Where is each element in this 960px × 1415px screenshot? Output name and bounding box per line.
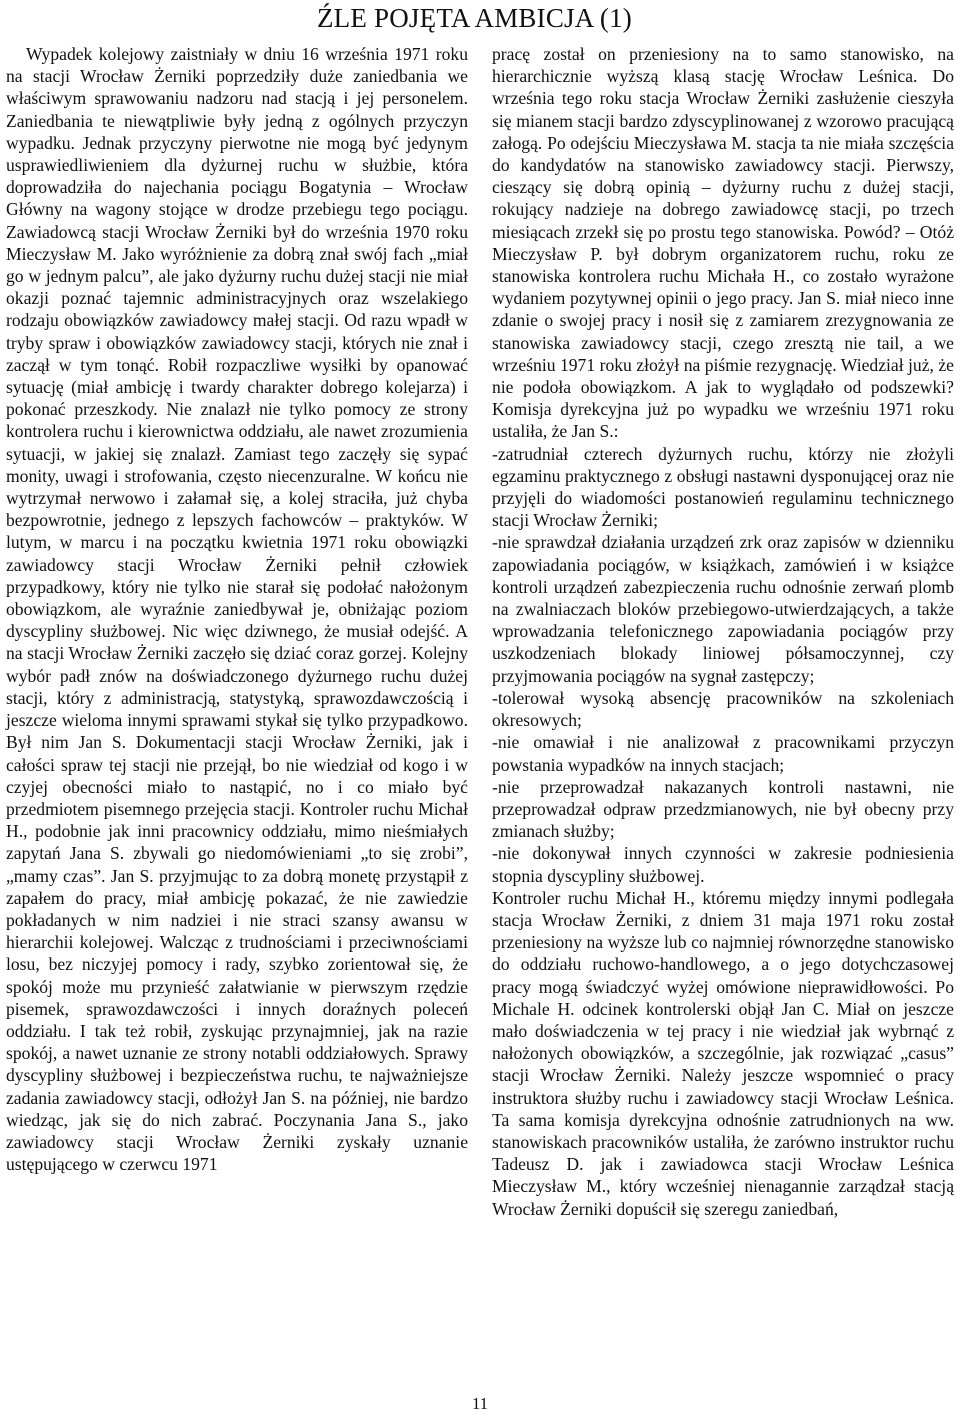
finding-item: -nie sprawdzał działania urządzeń zrk oraz zapisów w dzienniku zapowiadania pociągów, w książkach, zamówień i w książce kontroli urządzeń zabezpieczenia ruchu odnośnie zerwań plomb na zwalniaczach bloków przebiegowo-utwierdzających, a także wprowadzania telefonicznego zapowiadania pociągów przy uszkodzeniach blokady liniowej półsamoczynnej, czy przyjmowania pociągów na sygnał zastępczy;	[492, 532, 954, 686]
article-title: ŹLE POJĘTA AMBICJA (1)	[316, 3, 632, 33]
finding-item: -zatrudniał czterech dyżurnych ruchu, którzy nie złożyli egzaminu praktycznego z obsługi nastawni dysponującej oraz nie przyjęli do wiadomości postanowień regulaminu technicznego stacji Wrocław Żerniki;	[492, 443, 954, 531]
finding-item: -nie omawiał i nie analizował z pracownikami przyczyn powstania wypadków na innych stacjach;	[492, 732, 954, 775]
left-column	[6, 43, 468, 1175]
finding-item: -nie dokonywał innych czynności w zakresie podniesienia stopnia dyscypliny służbowej.	[492, 843, 954, 886]
left-column-text: Wypadek kolejowy zaistniały w dniu 16 września 1971 roku na stacji Wrocław Żerniki poprzedziły duże zaniedbania we właściwym sprawowaniu nadzoru nad stacją i jej personelem. Zaniedbania te niewątpliwie były jedną z ogólnych przyczyn wypadku. Jednak przyczyny pierwotne nie mogą być jedynym usprawiedliwieniem dla dyżurnej ruchu w służbie, która doprowadziła do najechania pociągu Bogatynia – Wrocław Główny na wagony stojące w drodze przebiegu tego pociągu. Zawiadowcą stacji Wrocław Żerniki był do września 1970 roku Mieczysław M. Jako wyróżnienie za dobrą znał swój fach „miał go w jednym palcu”, ale jako dyżurny ruchu dużej stacji nie miał okazji poznać tajemnic administracyjnych oraz wszelakiego rodzaju obowiązków zawiadowcy małej stacji. Od razu wpadł w tryby spraw i obowiązków zawiadowcy stacji, których nie znał i zaczął w tym tonąć. Robił rozpaczliwe wysiłki by opanować sytuację (miał ambicję i twardy charakter dobrego kolejarza) i pokonać przeszkody. Nie znalazł nie tylko pomocy ze strony kontrolera ruchu i kierownictwa oddziału, ale nawet zrozumienia sytuacji, w jakiej się znalazł. Zamiast tego zaczęły się sypać monity, uwagi i strofowania, często niecenzuralne. W końcu nie wytrzymał nerwowo i załamał się, a kolej straciła, już chyba bezpowrotnie, jednego z lepszych fachowców – praktyków. W lutym, w marcu i na początku kwietnia 1971 roku obowiązki zawiadowcy stacji Wrocław Żerniki pełnił człowiek przypadkowy, który nie tylko nie starał się podołać nałożonym obowiązkom, ale wyraźnie zaniedbywał je, obniżając poziom dyscypliny służbowej. Nic więc dziwnego, że musiał odejść. A na stacji Wrocław Żerniki zaczęło się dziać coraz gorzej. Kolejny wybór padł znów na doświadczonego dyżurnego ruchu dużej stacji, który z administracją, statystyką, sprawozdawczością i jeszcze wieloma innymi sprawami stykał się tylko przypadkowo. Był nim Jan S. Dokumentacji stacji Wrocław Żerniki, jak i całości spraw tej stacji nie przejął, bo nie wiedział od kogo i w czyjej obecności miało to nastąpić, no i co miało być przedmiotem pisemnego przejęcia stacji. Kontroler ruchu Michał H., podobnie jak inni pracownicy oddziału, mimo nieśmiałych zapytań Jana S. zbywali go niedomówieniami „to się zrobi”, „mamy czas”. Jan S. przyjmując to za dobrą monetę przystąpił z zapałem do pracy, miał ambicję pokazać, że nie zawiedzie pokładanych w nim nadziei i nie straci szansy awansu w hierarchii kolejowej. Walcząc z trudnościami i przeciwnościami losu, bez niczyjej pomocy i rady, szybko zorientował się, że spokój może mu przynieść załatwianie w pierwszym rzędzie pisemek, sprawozdawczości i innych doraźnych poleceń oddziału. I tak też robił, zyskując przynajmniej, jak na razie spokój, a nawet uznanie ze strony notabli oddziałowych. Sprawy dyscypliny służbowej i bezpieczeństwa ruchu, te najważniejsze zadania zawiadowcy stacji, odłożył Jan S. na później, nie bardzo wiedząc, jak się do nich zabrać. Poczynania Jana S., jako zawiadowcy stacji Wrocław Żerniki zyskały uznanie ustępującego w czerwcu 1971	[6, 44, 468, 1175]
right-column	[492, 43, 954, 1220]
finding-item: -nie przeprowadzał nakazanych kontroli nastawni, nie przeprowadzał odpraw przedzmianowych, nie był obecny przy zmianach służby;	[492, 776, 954, 842]
right-column-closing: Kontroler ruchu Michał H., któremu między innymi podlegała stacja Wrocław Żerniki, z dniem 31 maja 1971 roku został przeniesiony na wyższe lub co najmniej równorzędne stanowisko do oddziału ruchowo-handlowego, a o jego dotychczasowej pracy mogą świadczyć wyżej omówione nieprawidłowości. Po Michale H. odcinek kontrolerski objął Jan C. Miał on jeszcze mało doświadczenia w tej pracy i nie wiedział jak wybrnąć z nałożonych obowiązków, a szczególnie, jak rozwiązać „casus” stacji Wrocław Żerniki. Należy jeszcze wspomnieć o pracy instruktora służby ruchu i zawiadowcy stacji Wrocław Leśnica. Ta sama komisja dyrekcyjna odnośnie zatrudnionych na ww. stanowiskach pracowników ustaliła, że zarówno instruktor ruchu Tadeusz D. jak i zawiadowca stacji Wrocław Leśnica Mieczysław M., który wcześniej nienagannie zarządzał stacją Wrocław Żerniki dopuścił się szeregu zaniedbań,	[492, 887, 954, 1219]
page-number: 11	[471, 1394, 489, 1413]
finding-item: -tolerował wysoką absencję pracowników na szkoleniach okresowych;	[492, 687, 954, 731]
right-column-intro: pracę został on przeniesiony na to samo stanowisko, na hierarchicznie wyższą klasą stację Wrocław Leśnica. Do września tego roku stacja Wrocław Żerniki zasłużenie cieszyła się mianem stacji bardzo zdyscyplinowanej z wzorowo pracującą załogą. Po odejściu Mieczysława M. stacja ta nie miała szczęścia do kandydatów na stanowisko zawiadowcy stacji. Pierwszy, cieszący się dobrą opinią – dyżurny ruchu z dużej stacji, rokujący nadzieje na dobrego zawiadowcę stacji, po trzech miesiącach zrzekł się po prostu tego stanowiska. Powód? – Otóż Mieczysław P. był dobrym organizatorem ruchu, roku ze stanowiska kontrolera ruchu Michała H., co zostało wyrażone wydaniem pozytywnej opinii o jego pracy. Jan S. miał nieco inne zdanie o swojej pracy i nosił się z zamiarem zrezygnowania ze stanowiska zawiadowcy stacji, czego zresztą nie tail, a we wrześniu 1971 roku złożył na piśmie rezygnację. Wiedział już, że nie podoła obowiązkom. A jak to wyglądało od podszewki? Komisja dyrekcyjna już po wypadku we wrześniu 1971 roku ustaliła, że Jan S.:	[492, 44, 954, 442]
